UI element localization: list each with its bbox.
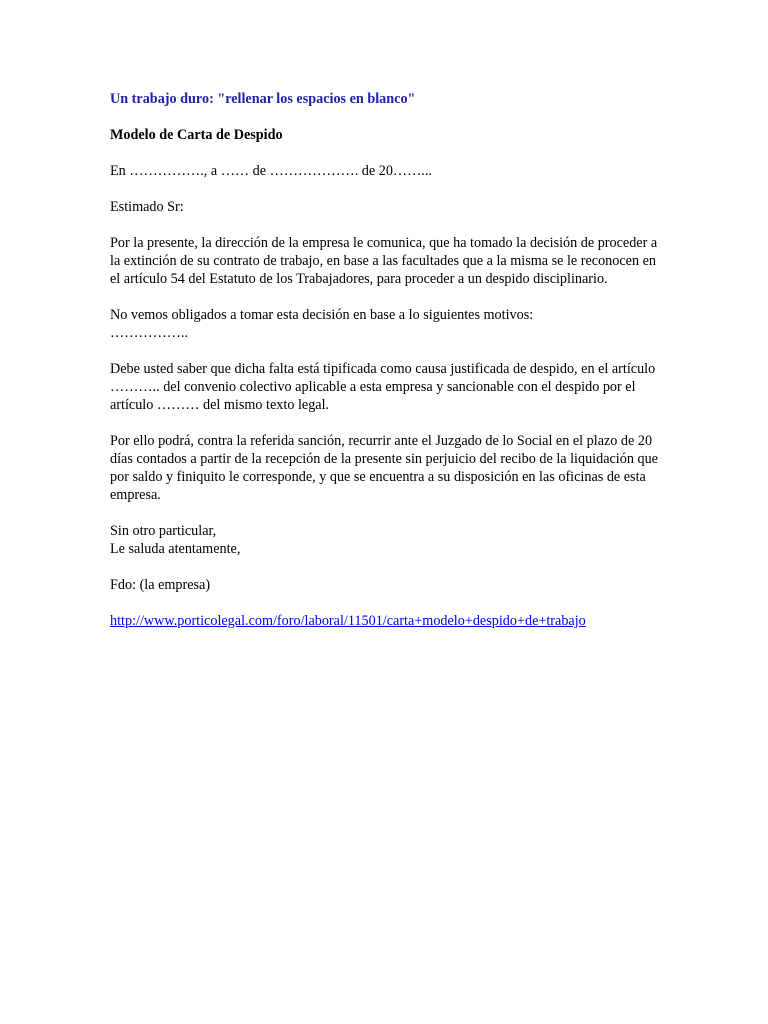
paragraph-reasons	[110, 306, 665, 342]
source-link[interactable]: http://www.porticolegal.com/foro/laboral/11501/carta+modelo+despido+de+trabajo	[110, 613, 586, 629]
paragraph-legal-basis: Debe usted saber que dicha falta está tipificada como causa justificada de despido, en el artículo ……….. del convenio colectivo aplicable a esta empresa y sancionable con el despido por el artículo ……… del mismo texto legal.	[110, 361, 656, 413]
signature: Fdo: (la empresa)	[110, 577, 211, 593]
headline: Un trabajo duro: "rellenar los espacios en blanco"	[110, 91, 416, 107]
regards-line: Le saluda atentamente,	[110, 541, 241, 557]
greeting: Estimado Sr:	[110, 199, 184, 215]
reasons-intro: No vemos obligados a tomar esta decisión en base a lo siguientes motivos:	[110, 307, 534, 323]
closing	[110, 522, 665, 558]
paragraph-decision: Por la presente, la dirección de la empresa le comunica, que ha tomado la decisión de proceder a la extinción de su contrato de trabajo, en base a las facultades que a la misma se le reconocen en el artículo 54 del Estatuto de los Trabajadores, para proceder a un despido disciplinario.	[110, 235, 658, 287]
reasons-blank: ……………..	[110, 325, 189, 341]
source-link-line	[110, 612, 665, 630]
date-line: En ……………., a …… de ………………. de 20……...	[110, 163, 432, 179]
closing-line: Sin otro particular,	[110, 523, 217, 539]
letter-document	[110, 90, 665, 630]
paragraph-appeal: Por ello podrá, contra la referida sanción, recurrir ante el Juzgado de lo Social en el plazo de 20 días contados a partir de la recepción de la presente sin perjuicio del recibo de la liquidación que por saldo y finiquito le corresponde, y que se encuentra a su disposición en las oficinas de esta empresa.	[110, 433, 658, 503]
letter-title: Modelo de Carta de Despido	[110, 127, 283, 143]
